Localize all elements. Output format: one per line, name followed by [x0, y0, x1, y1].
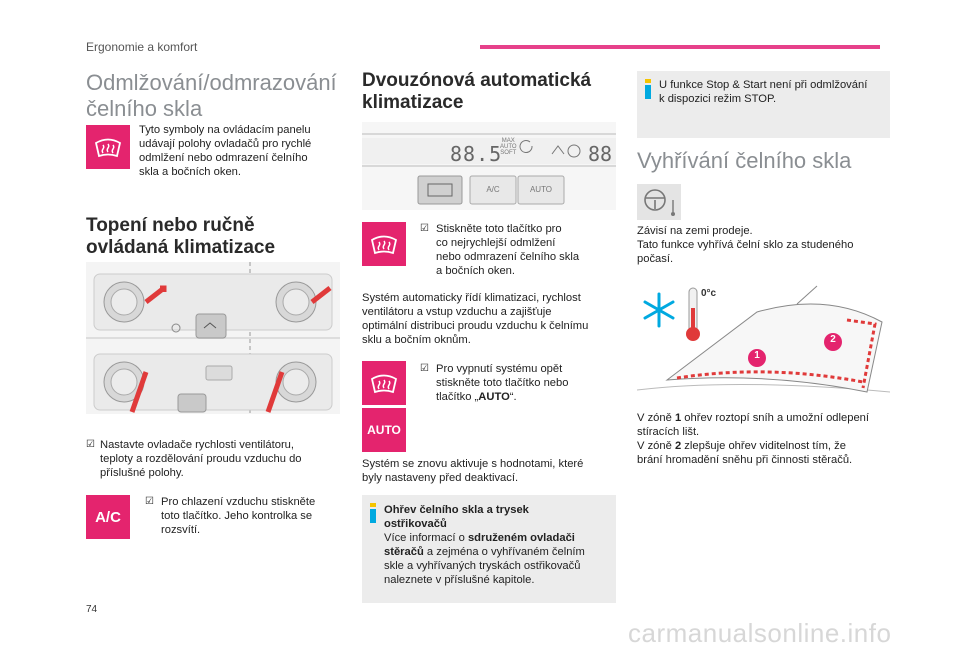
heated-windshield-icon [637, 184, 681, 220]
header-accent-bar [480, 45, 880, 49]
zone-2-marker: 2 [830, 334, 836, 345]
bullet-icon: ☑ [420, 223, 429, 234]
max-defrost-icon [362, 222, 406, 266]
info-icon [370, 503, 378, 523]
washer-info-box: Ohřev čelního skla a trysek ostřikovačů Více informací o sdruženém ovladači stěračů a zejména o vyhřívaném čelním skle a vyhřívaných tryskách ostřikovačů naleznete v příslušné kapitole. [362, 495, 616, 603]
ac-button-icon: A/C [86, 495, 130, 539]
defrost-title: Odmlžování/odmrazování čelního skla [86, 70, 337, 121]
section-label: Ergonomie a komfort [86, 40, 198, 54]
defrost-intro: Tyto symboly na ovládacím panelu udávají polohy ovladačů pro rychlé odmlžení nebo odmrazení čelního skla a bočních oken. [139, 124, 312, 178]
zone-description: V zóně 1 ohřev roztopí sníh a umožní odlepení stíracích lišt. V zóně 2 zlepšuje ohřev viditelnost tím, že brání hromadění sněhu při činnosti stěračů. [637, 412, 870, 466]
auto-panel-button: AUTO [529, 185, 553, 194]
dual-zone-title: Dvouzónová automatická klimatizace [362, 70, 592, 113]
dual-para-1: Systém automaticky řídí klimatizaci, rychlost ventilátoru a vstup vzduchu a zajišťuje optimální distribuci proudu vzduchu k čelnímu sklu a bočním oknům. [362, 292, 589, 346]
zone-1-marker: 1 [754, 350, 760, 361]
info-icon [645, 79, 653, 99]
dual-step-1: ☑ Stiskněte toto tlačítko pro co nejrychlejší odmlžení nebo odmrazení čelního skla a bočních oken. [420, 223, 580, 277]
ac-panel-button: A/C [486, 185, 500, 194]
manual-step-2: ☑ Pro chlazení vzduchu stiskněte toto tlačítko. Jeho kontrolka se rozsvítí. [145, 496, 316, 536]
heated-windshield-illustration [637, 282, 890, 402]
heated-windshield-intro: Závisí na zemi prodeje. Tato funkce vyhřívá čelní sklo za studeného počasí. [637, 225, 854, 265]
stopstart-info-box: U funkce Stop & Start není při odmlžování k dispozici režim STOP. [637, 71, 890, 138]
watermark: carmanualsonline.info [628, 618, 892, 648]
mode-indicator: MAX AUTO SOFT [500, 138, 517, 156]
bullet-icon: ☑ [145, 496, 154, 507]
manual-control-panel-illustration [86, 262, 340, 414]
windshield-defrost-icon [86, 125, 130, 169]
temperature-label: 0°c [701, 288, 717, 299]
defrost-off-icon [362, 361, 406, 405]
temp-display-right: 88 [588, 142, 613, 166]
bullet-icon: ☑ [420, 363, 429, 374]
manual-step-1: ☑ Nastavte ovladače rychlosti ventilátoru, teploty a rozdělování proudu vzduchu do příslušné polohy. [86, 439, 302, 479]
temp-display-left: 88.5 [450, 142, 503, 166]
dual-para-2: Systém se znovu aktivuje s hodnotami, které byly nastaveny před deaktivací. [362, 458, 584, 484]
dual-zone-panel-illustration [362, 122, 616, 210]
auto-button-icon: AUTO [362, 408, 406, 452]
bullet-icon: ☑ [86, 439, 95, 450]
dual-step-2: ☑ Pro vypnutí systému opět stiskněte toto tlačítko nebo tlačítko „AUTO“. [420, 363, 569, 403]
page-number: 74 [86, 604, 98, 615]
manual-climate-title: Topení nebo ručně ovládaná klimatizace [86, 215, 276, 258]
heated-windshield-title: Vyhřívání čelního skla [637, 148, 852, 173]
